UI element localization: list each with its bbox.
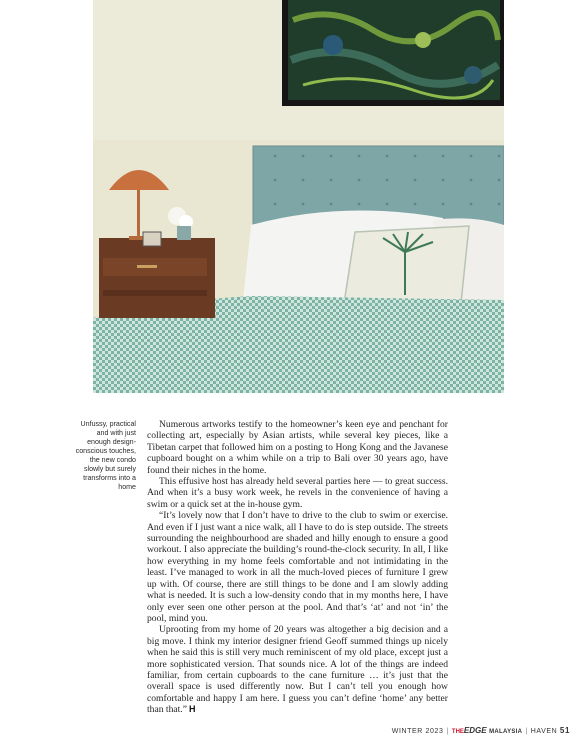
paragraph: This effusive host has already held several parties here — to great success. And when it’s a busy work week, he revels in the convenience of having a swim or a quick set at the in-house gym.	[147, 476, 448, 510]
page-footer	[392, 726, 570, 735]
brand-malaysia: MALAYSIA	[489, 729, 523, 735]
issue-label: WINTER 2023	[391, 728, 444, 735]
paragraph-text: Uprooting from my home of 20 years was altogether a big decision and a big move. I think my interior designer friend Geoff summed things up nicely when he said this is still very much reminiscent of my old place, except just a more sophisticated version. That sounds nice. A lot of the things are indeed familiar, from certain cupboards to the cane furniture … it’s just that the overall space is used differently now. But I can’t tell you enough how comfortable and happy I am here. I guess you can’t define ‘home’ any better than that.”	[147, 624, 448, 716]
brand-the: THE	[451, 729, 464, 735]
page-number: 51	[559, 726, 570, 735]
brand-edge: EDGE	[463, 726, 487, 735]
paragraph	[147, 624, 448, 715]
photo-caption: Unfussy, practical and with just enough design-conscious touches, the new condo slowly but surely transforms into a home	[75, 420, 136, 491]
paragraph: Numerous artworks testify to the homeowner’s keen eye and penchant for collecting art, especially by Asian artists, while several key pieces, like a Tibetan carpet that followed him on a posting to Hong Kong and the Javanese cupboard bought on a whim while on a trip to Bali over 30 years ago, have found their niches in the home.	[147, 419, 448, 476]
paragraph: “It’s lovely now that I don’t have to drive to the club to swim or exercise. And even if I just want a nice walk, all I have to do is step outside. The streets surrounding the neighbourhood are shaded and hilly enough to ensure a good workout. I also appreciate the building’s round-the-clock security. In all, I like how everything in my home feels comfortable and not intimidating in the least. I’ve managed to work in all the much-loved pieces of furniture I grew up with. Of course, there are still things to be done and I am slowly adding what is needed. It is such a low-density condo that in my months here, I have only ever seen one other person at the pool. And that’s ‘at’ and not ‘in’ the pool, mind you.	[147, 510, 448, 624]
article-body	[147, 419, 448, 716]
section-label: HAVEN	[530, 728, 558, 735]
end-mark: H	[188, 704, 196, 715]
artwork-frame	[282, 0, 504, 106]
bedroom-photo	[93, 0, 504, 393]
separator: |	[446, 728, 449, 735]
separator: |	[525, 728, 528, 735]
